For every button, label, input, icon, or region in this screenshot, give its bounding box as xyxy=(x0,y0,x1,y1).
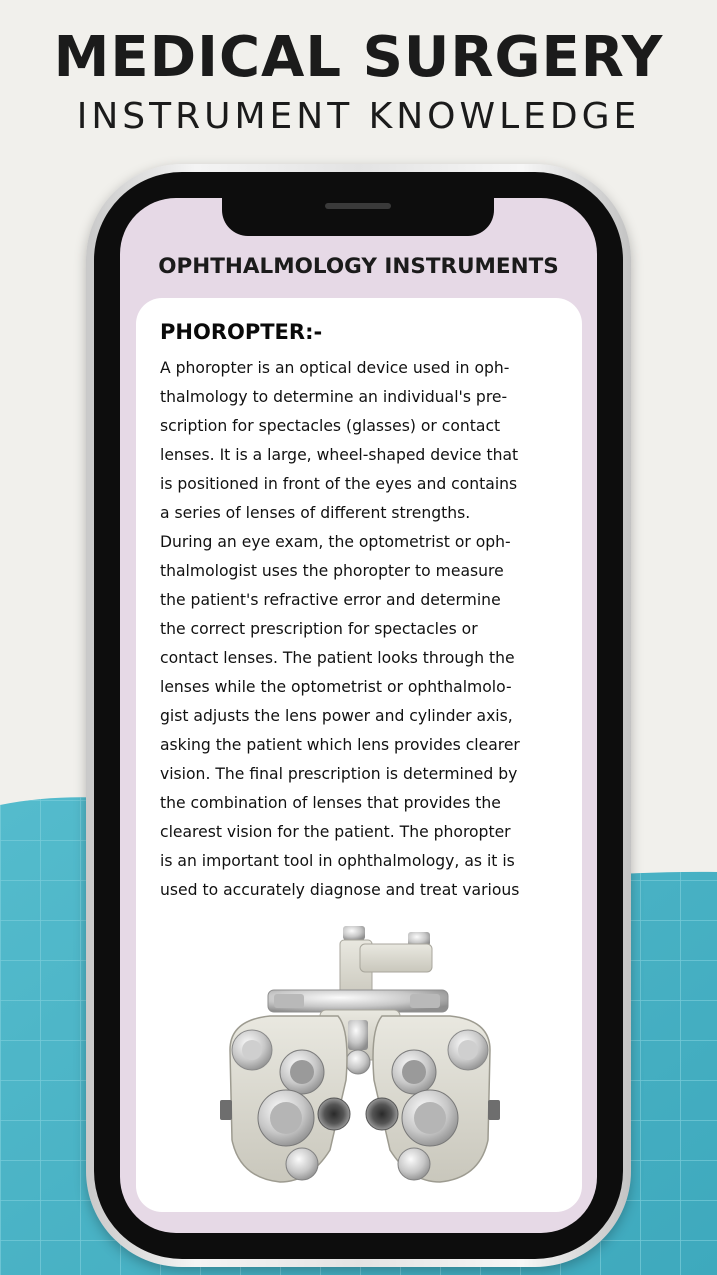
article-line: is an important tool in ophthalmology, as it is xyxy=(160,852,515,870)
page-title: OPHTHALMOLOGY INSTRUMENTS xyxy=(158,254,559,279)
article-line: gist adjusts the lens power and cylinder axis, xyxy=(160,707,513,725)
article-line: is positioned in front of the eyes and contains xyxy=(160,475,518,493)
article-line: During an eye exam, the optometrist or oph- xyxy=(160,533,511,551)
article-line: used to accurately diagnose and treat various xyxy=(160,881,520,899)
article-line: the combination of lenses that provides the xyxy=(160,794,501,812)
promo-title: MEDICAL SURGERY xyxy=(53,25,664,90)
article-line: contact lenses. The patient looks through the xyxy=(160,649,515,667)
phone-notch xyxy=(222,196,494,236)
article-line: asking the patient which lens provides clearer xyxy=(160,736,520,754)
article-line: clearest vision for the patient. The phoropter xyxy=(160,823,511,841)
article-line: thalmologist uses the phoropter to measure xyxy=(160,562,504,580)
article-line: the correct prescription for spectacles or xyxy=(160,620,478,638)
article-line: vision. The final prescription is determined by xyxy=(160,765,518,783)
article-line: the patient's refractive error and determine xyxy=(160,591,501,609)
article-heading: PHOROPTER:- xyxy=(160,320,323,344)
article-line: thalmology to determine an individual's pre- xyxy=(160,388,508,406)
article-line: a series of lenses of different strengths. xyxy=(160,504,471,522)
article-line: scription for spectacles (glasses) or contact xyxy=(160,417,501,435)
article-line: lenses. It is a large, wheel-shaped device that xyxy=(160,446,519,464)
article-line: A phoropter is an optical device used in oph- xyxy=(160,359,510,377)
article-line: lenses while the optometrist or ophthalmolo- xyxy=(160,678,512,696)
article-body xyxy=(160,354,564,905)
speaker-icon xyxy=(325,203,391,209)
promo-subtitle: INSTRUMENT KNOWLEDGE xyxy=(76,96,641,137)
phoropter-illustration-icon xyxy=(210,920,510,1200)
